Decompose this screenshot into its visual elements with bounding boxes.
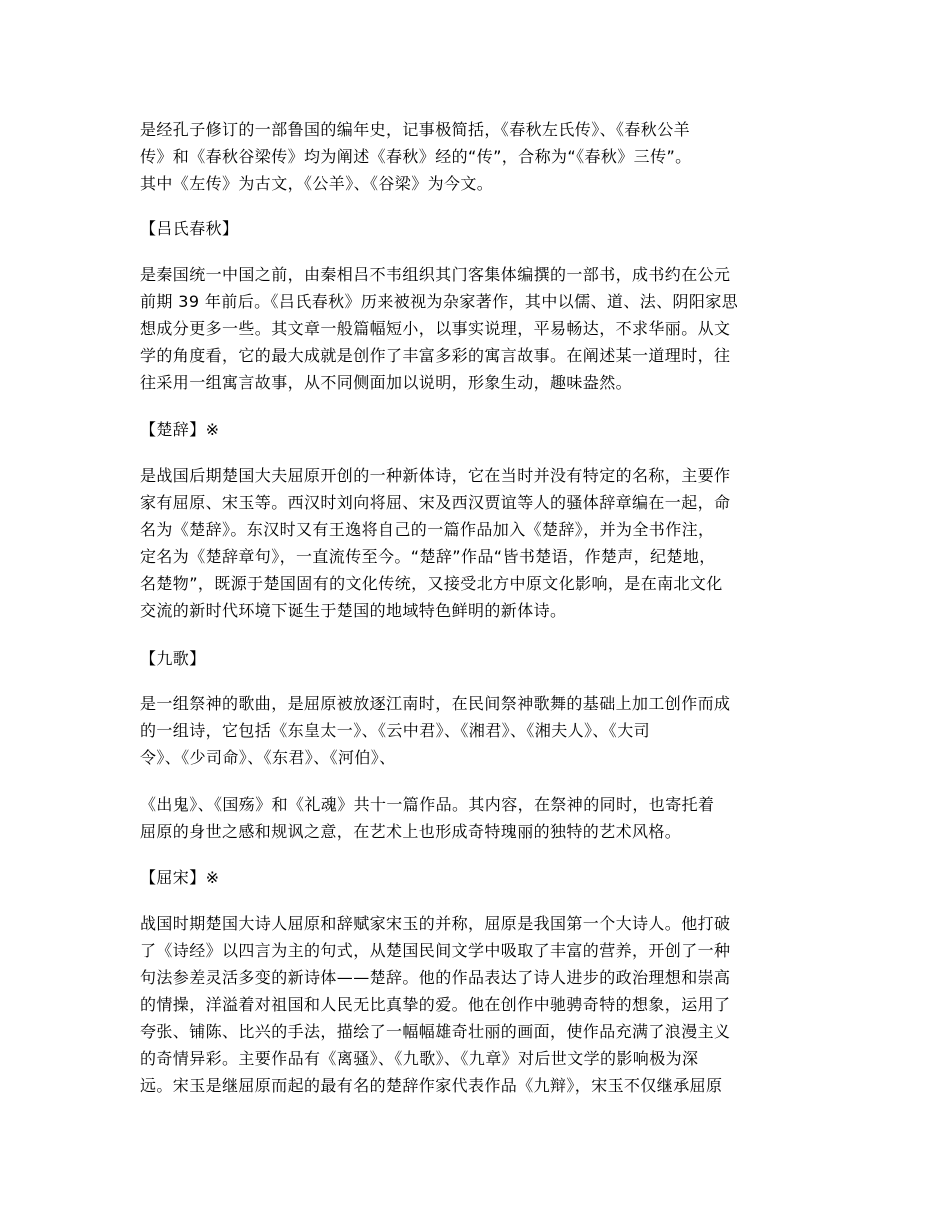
paragraph-line: 名楚物”，既源于楚国固有的文化传统，又接受北方中原文化影响，是在南北文化 [140, 574, 723, 593]
section-heading-lvshi-chunqiu: 【吕氏春秋】 [140, 219, 239, 238]
paragraph-line: 战国时期楚国大诗人屈原和辞赋家宋玉的并称，屈原是我国第一个大诗人。他打破 [140, 914, 731, 933]
section-heading-jiuge: 【九歌】 [140, 649, 206, 668]
paragraph-line: 了《诗经》以四言为主的句式，从楚国民间文学中吸取了丰富的营养，开创了一种 [140, 941, 731, 960]
paragraph-line: 夸张、铺陈、比兴的手法，描绘了一幅幅雄奇壮丽的画面，使作品充满了浪漫主义 [140, 1022, 731, 1041]
paragraph-line: 往采用一组寓言故事，从不同侧面加以说明，形象生动，趣味盎然。 [140, 373, 633, 392]
paragraph-line: 是战国后期楚国大夫屈原开创的一种新体诗，它在当时并没有特定的名称，主要作 [140, 466, 731, 485]
paragraph-line: 学的角度看，它的最大成就是创作了丰富多彩的寓言故事。在阐述某一道理时，往 [140, 346, 731, 365]
paragraph-line: 传》和《春秋谷梁传》均为阐述《春秋》经的“传”，合称为“《春秋》三传”。 [140, 147, 692, 166]
paragraph-line: 定名为《楚辞章句》，一直流传至今。“楚辞”作品“皆书楚语，作楚声，纪楚地， [140, 547, 716, 566]
paragraph-line: 《出鬼》、《国殇》和《礼魂》共十一篇作品。其内容，在祭神的同时，也寄托着 [140, 795, 715, 814]
paragraph-line: 屈原的身世之感和规讽之意，在艺术上也形成奇特瑰丽的独特的艺术风格。 [140, 822, 682, 841]
paragraph-line: 是秦国统一中国之前，由秦相吕不韦组织其门客集体编撰的一部书，成书约在公元 [140, 265, 731, 284]
paragraph-line: 是经孔子修订的一部鲁国的编年史，记事极简括，《春秋左氏传》、《春秋公羊 [140, 120, 691, 139]
paragraph-line: 前期 39 年前后。《吕氏春秋》历来被视为杂家著作，其中以儒、道、法、阴阳家思 [140, 292, 739, 311]
section-heading-qusong: 【屈宋】※ [140, 868, 220, 887]
paragraph-line: 的奇情异彩。主要作品有《离骚》、《九歌》、《九章》对后世文学的影响极为深 [140, 1049, 699, 1068]
section-heading-chuci: 【楚辞】※ [140, 420, 220, 439]
paragraph-line: 想成分更多一些。其文章一般篇幅短小，以事实说理，平易畅达，不求华丽。从文 [140, 319, 731, 338]
paragraph-line: 令》、《少司命》、《东君》、《河伯》、 [140, 748, 396, 767]
paragraph-line: 是一组祭神的歌曲，是屈原被放逐江南时，在民间祭神歌舞的基础上加工创作而成 [140, 694, 731, 713]
paragraph-line: 交流的新时代环境下诞生于楚国的地域特色鲜明的新体诗。 [140, 601, 567, 620]
paragraph-line: 名为《楚辞》。东汉时又有王逸将自己的一篇作品加入《楚辞》，并为全书作注， [140, 520, 715, 539]
paragraph-line: 句法参差灵活多变的新诗体——楚辞。他的作品表达了诗人进步的政治理想和崇高 [140, 968, 731, 987]
paragraph-line: 的情操，洋溢着对祖国和人民无比真挚的爱。他在创作中驰骋奇特的想象，运用了 [140, 995, 731, 1014]
paragraph-line: 的一组诗，它包括《东皇太一》、《云中君》、《湘君》、《湘夫人》、《大司 [140, 721, 651, 740]
paragraph-line: 远。宋玉是继屈原而起的最有名的楚辞作家代表作品《九辩》，宋玉不仅继承屈原 [140, 1076, 723, 1095]
paragraph-line: 其中《左传》为古文，《公羊》、《谷梁》为今文。 [140, 174, 494, 193]
paragraph-line: 家有屈原、宋玉等。西汉时刘向将屈、宋及西汉贾谊等人的骚体辞章编在一起，命 [140, 493, 731, 512]
